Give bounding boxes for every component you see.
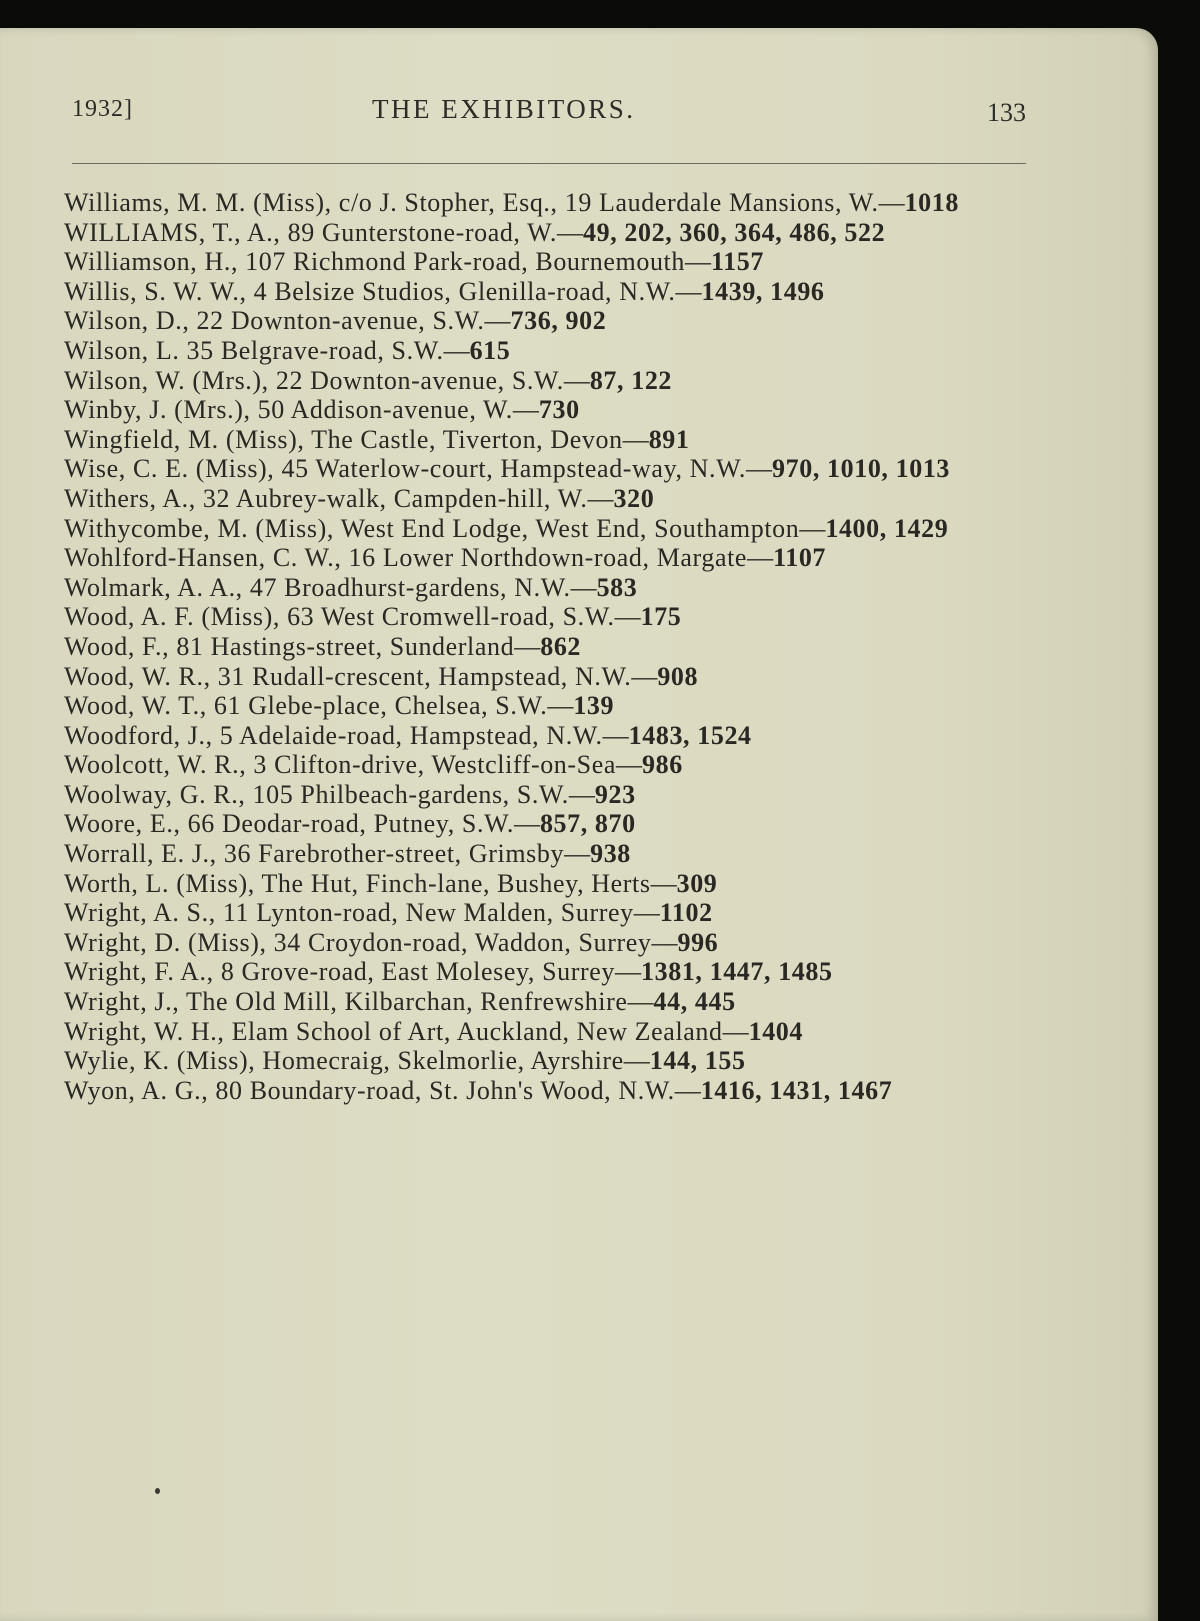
list-item: Wood, W. T., 61 Glebe-place, Chelsea, S.W.—139 bbox=[64, 691, 615, 721]
list-item: Wylie, K. (Miss), Homecraig, Skelmorlie, Ayrshire—144, 155 bbox=[64, 1046, 746, 1076]
list-item: Wilson, D., 22 Downton-avenue, S.W.—736, 902 bbox=[64, 306, 607, 336]
list-item: Woore, E., 66 Deodar-road, Putney, S.W.—857, 870 bbox=[64, 809, 636, 839]
header-year: 1932] bbox=[72, 96, 133, 122]
header-rule bbox=[72, 163, 1026, 164]
list-item: Wood, F., 81 Hastings-street, Sunderland—862 bbox=[64, 631, 582, 661]
list-item: Williamson, H., 107 Richmond Park-road, Bournemouth—1157 bbox=[64, 247, 764, 277]
list-item: Wright, W. H., Elam School of Art, Auckland, New Zealand—1404 bbox=[64, 1016, 804, 1046]
running-header bbox=[72, 88, 1026, 128]
list-item: Wilson, L. 35 Belgrave-road, S.W.—615 bbox=[64, 335, 511, 365]
list-item: Wolmark, A. A., 47 Broadhurst-gardens, N.W.—583 bbox=[64, 572, 638, 602]
page-number: 133 bbox=[987, 98, 1026, 127]
exhibitor-list bbox=[64, 188, 1030, 1105]
list-item: Worth, L. (Miss), The Hut, Finch-lane, Bushey, Herts—309 bbox=[64, 868, 718, 898]
list-item: Woodford, J., 5 Adelaide-road, Hampstead, N.W.—1483, 1524 bbox=[64, 720, 752, 750]
list-item: Wingfield, M. (Miss), The Castle, Tiverton, Devon—891 bbox=[64, 424, 690, 454]
list-item: Wood, W. R., 31 Rudall-crescent, Hampstead, N.W.—908 bbox=[64, 661, 699, 691]
header-title: THE EXHIBITORS. bbox=[372, 94, 636, 124]
list-item: Wyon, A. G., 80 Boundary-road, St. John's Wood, N.W.—1416, 1431, 1467 bbox=[64, 1075, 893, 1105]
list-item: Withers, A., 32 Aubrey-walk, Campden-hill, W.—320 bbox=[64, 483, 655, 513]
list-item: Williams, M. M. (Miss), c/o J. Stopher, Esq., 19 Lauderdale Mansions, W.—1018 bbox=[64, 188, 959, 217]
list-item: Wright, J., The Old Mill, Kilbarchan, Renfrewshire—44, 445 bbox=[64, 987, 736, 1017]
list-item: Woolcott, W. R., 3 Clifton-drive, Westcliff-on-Sea—986 bbox=[64, 750, 683, 780]
list-item: Wright, F. A., 8 Grove-road, East Molesey, Surrey—1381, 1447, 1485 bbox=[64, 957, 833, 987]
list-item: Wilson, W. (Mrs.), 22 Downton-avenue, S.W.—87, 122 bbox=[64, 365, 673, 395]
list-item: Wright, A. S., 11 Lynton-road, New Malden, Surrey—1102 bbox=[64, 898, 713, 928]
list-item: Winby, J. (Mrs.), 50 Addison-avenue, W.—730 bbox=[64, 395, 580, 425]
list-item: WILLIAMS, T., A., 89 Gunterstone-road, W.—49, 202, 360, 364, 486, 522 bbox=[64, 217, 886, 247]
list-item: Wright, D. (Miss), 34 Croydon-road, Waddon, Surrey—996 bbox=[64, 927, 719, 957]
list-item: Willis, S. W. W., 4 Belsize Studios, Glenilla-road, N.W.—1439, 1496 bbox=[64, 276, 825, 306]
list-item: Wohlford-Hansen, C. W., 16 Lower Northdown-road, Margate—1107 bbox=[64, 543, 827, 573]
list-item: Wood, A. F. (Miss), 63 West Cromwell-road, S.W.—175 bbox=[64, 602, 682, 632]
list-item: Wise, C. E. (Miss), 45 Waterlow-court, Hampstead-way, N.W.—970, 1010, 1013 bbox=[64, 454, 951, 484]
ink-speck bbox=[155, 1488, 160, 1494]
list-item: Withycombe, M. (Miss), West End Lodge, West End, Southampton—1400, 1429 bbox=[64, 513, 949, 543]
list-item: Woolway, G. R., 105 Philbeach-gardens, S.W.—923 bbox=[64, 779, 636, 809]
list-item: Worrall, E. J., 36 Farebrother-street, Grimsby—938 bbox=[64, 839, 631, 869]
